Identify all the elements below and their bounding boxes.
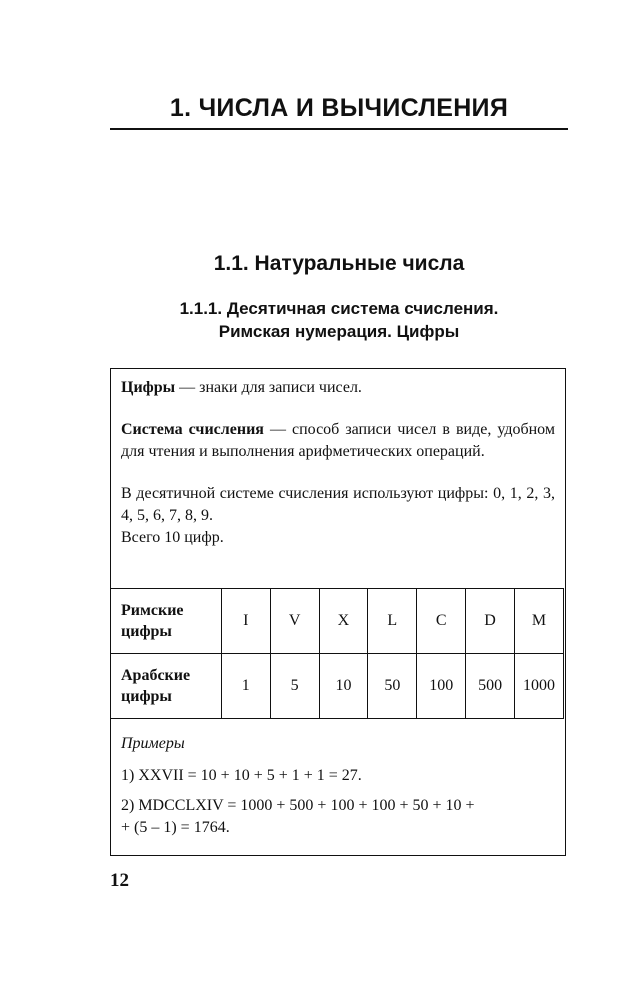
arabic-cell: 50 bbox=[368, 654, 417, 719]
section-title: 1.1. Натуральные числа bbox=[213, 252, 465, 275]
decimal-line1: В десятичной системе счисления используют цифры: 0, 1, 2, 3, 4, 5, 6, 7, 8, 9. bbox=[121, 485, 555, 524]
digits-definition bbox=[121, 377, 555, 399]
example-1: 1) XXVII = 10 + 10 + 5 + 1 + 1 = 27. bbox=[121, 767, 362, 784]
roman-row bbox=[111, 589, 564, 654]
arabic-cell: 1000 bbox=[515, 654, 564, 719]
arabic-header-line2: цифры bbox=[121, 688, 172, 705]
arabic-cell: 10 bbox=[319, 654, 368, 719]
chapter-divider bbox=[110, 128, 568, 130]
page-number: 12 bbox=[110, 870, 129, 891]
roman-cell: L bbox=[368, 589, 417, 654]
example-2-line1: 2) MDCCLXIV = 1000 + 500 + 100 + 100 + 50 + 10 + bbox=[121, 797, 475, 814]
system-term: Система счисления bbox=[121, 421, 264, 438]
digits-term: Цифры bbox=[121, 379, 176, 396]
decimal-line2: Всего 10 цифр. bbox=[121, 529, 224, 546]
system-text: — способ записи чисел в виде, удобном для чтения и выполнения арифметических операций. bbox=[121, 421, 555, 460]
roman-header bbox=[111, 589, 222, 654]
roman-cell: X bbox=[319, 589, 368, 654]
roman-cell: V bbox=[270, 589, 319, 654]
arabic-row bbox=[111, 654, 564, 719]
roman-cell: M bbox=[515, 589, 564, 654]
arabic-header-line1: Арабские bbox=[121, 667, 191, 684]
example-2-line2: + (5 – 1) = 1764. bbox=[121, 819, 230, 836]
arabic-cell: 100 bbox=[417, 654, 466, 719]
arabic-cell: 1 bbox=[221, 654, 270, 719]
arabic-cell: 5 bbox=[270, 654, 319, 719]
numerals-table bbox=[110, 588, 564, 719]
digits-text: — знаки для записи чисел. bbox=[175, 379, 362, 396]
roman-header-line1: Римские bbox=[121, 602, 184, 619]
subsection-title bbox=[110, 297, 568, 343]
arabic-cell: 500 bbox=[466, 654, 515, 719]
system-definition bbox=[121, 419, 555, 463]
arabic-header bbox=[111, 654, 222, 719]
decimal-paragraph bbox=[121, 483, 555, 549]
chapter-title: 1. ЧИСЛА И ВЫЧИСЛЕНИЯ bbox=[169, 94, 509, 122]
definition-box bbox=[110, 368, 566, 856]
subsection-title-line2: Римская нумерация. Цифры bbox=[218, 322, 460, 341]
subsection-title-line1: 1.1.1. Десятичная система счисления. bbox=[179, 299, 499, 318]
examples-title: Примеры bbox=[121, 735, 185, 752]
definitions bbox=[121, 377, 555, 549]
roman-cell: I bbox=[221, 589, 270, 654]
example-2 bbox=[121, 795, 555, 839]
roman-header-line2: цифры bbox=[121, 623, 172, 640]
roman-cell: C bbox=[417, 589, 466, 654]
roman-cell: D bbox=[466, 589, 515, 654]
examples bbox=[121, 733, 555, 847]
